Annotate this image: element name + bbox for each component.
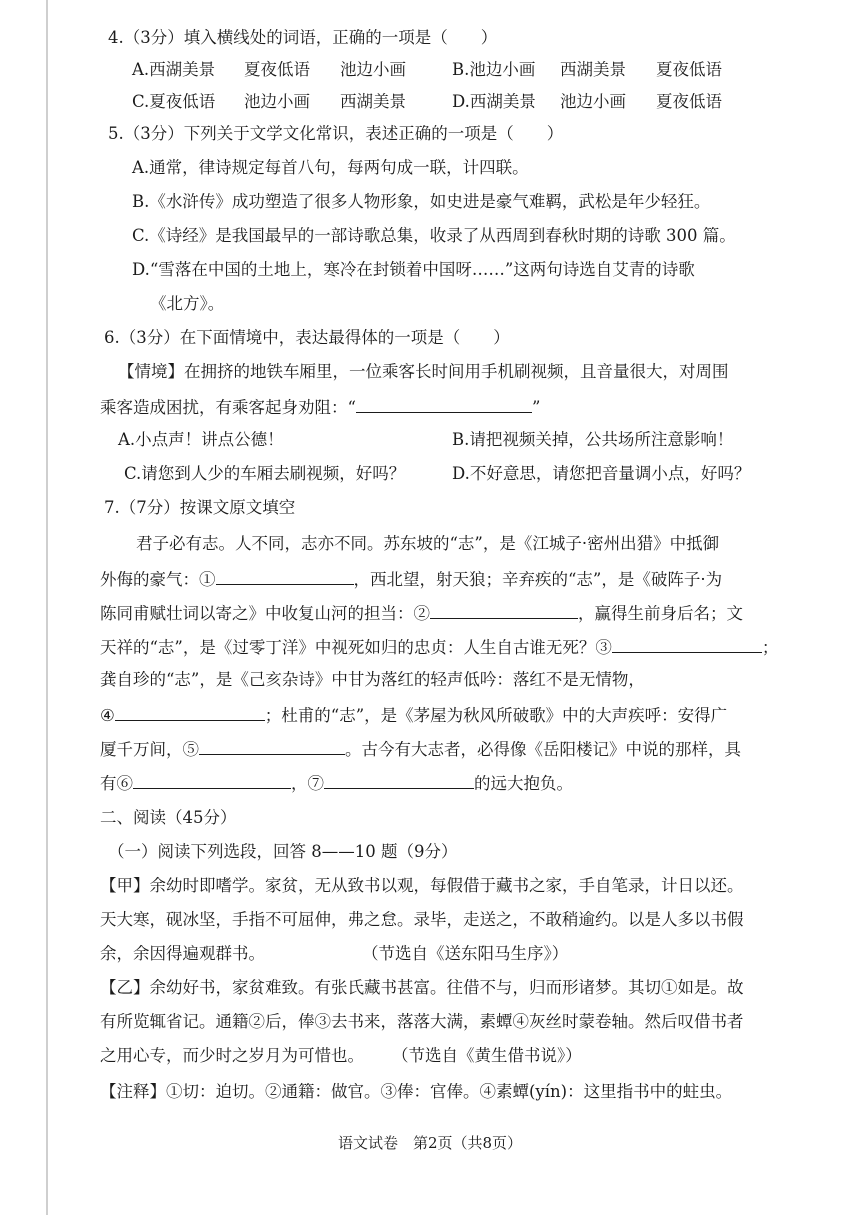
q4-option-b-1: B.池边小画 <box>452 60 536 79</box>
q4-option-a-2: 夏夜低语 <box>244 60 310 79</box>
q7-text-line6 <box>100 704 727 726</box>
q5-option-a: A.通常，律诗规定每首八句，每两句成一联，计四联。 <box>132 158 529 177</box>
q7-l6-before: ④ <box>100 706 115 725</box>
q7-l7-before: 厦千万间，⑤ <box>100 740 199 759</box>
q7-l8-after: 的远大抱负。 <box>474 774 573 793</box>
q4-option-a-3: 池边小画 <box>340 60 406 79</box>
passage-notes: 【注释】①切：迫切。②通籍：做官。③俸：官俸。④素蟫(yín)：这里指书中的蛀虫。 <box>100 1082 733 1101</box>
binding-margin-line <box>46 0 48 1215</box>
q4-option-d-3: 夏夜低语 <box>656 92 722 111</box>
q5-option-d-line1: D.“雪落在中国的土地上，寒冷在封锁着中国呀……”这两句诗选自艾青的诗歌 <box>132 260 695 279</box>
q6-stem: 6.（3分）在下面情境中，表达最得体的一项是（ ） <box>104 328 510 347</box>
q7-blank-7[interactable] <box>324 772 474 789</box>
passage-yi-line2: 有所览辄省记。通籍②后，俸③去书来，落落大满，素蟫④灰丝时蒙卷轴。然后叹借书者 <box>100 1012 744 1031</box>
q7-text-line3 <box>100 602 743 624</box>
q4-option-c-1: C.夏夜低语 <box>132 92 216 111</box>
q6-context-line1: 【情境】在拥挤的地铁车厢里，一位乘客长时间用手机刷视频，且音量很大，对周围 <box>118 362 729 381</box>
q7-blank-3[interactable] <box>612 636 762 653</box>
q4-option-b-3: 夏夜低语 <box>656 60 722 79</box>
q4-option-c-2: 池边小画 <box>244 92 310 111</box>
q7-stem: 7.（7分）按课文原文填空 <box>104 498 296 517</box>
q7-blank-5[interactable] <box>199 738 345 755</box>
q6-option-b: B.请把视频关掉，公共场所注意影响！ <box>452 430 734 449</box>
q4-option-c-3: 西湖美景 <box>340 92 406 111</box>
q7-text-line2 <box>100 568 722 590</box>
passage-jia-source: （节选自《送东阳马生序》） <box>362 944 569 963</box>
q7-text-line5: 龚自珍的“志”，是《己亥杂诗》中甘为落红的轻声低吟：落红不是无情物， <box>100 670 645 689</box>
q7-text-line8 <box>100 772 573 794</box>
passage-yi-line3: 之用心专，而少时之岁月为可惜也。 <box>100 1046 364 1065</box>
q7-l4-before: 天祥的“志”，是《过零丁洋》中视死如归的忠贞：人生自古谁无死？③ <box>100 638 612 657</box>
q6-answer-blank[interactable] <box>356 396 532 413</box>
q7-l2-after: ，西北望，射天狼；辛弃疾的“志”，是《破阵子·为 <box>353 570 723 589</box>
q6-option-d: D.不好意思，请您把音量调小点，好吗？ <box>452 464 751 483</box>
q4-option-b-2: 西湖美景 <box>560 60 626 79</box>
q4-option-d-2: 池边小画 <box>560 92 626 111</box>
q7-text-line1: 君子必有志。人不同，志亦不同。苏东坡的“志”，是《江城子·密州出猎》中抵御 <box>136 534 720 553</box>
q7-l3-before: 陈同甫赋壮词以寄之》中收复山河的担当：② <box>100 604 430 623</box>
passage-jia-line2: 天大寒，砚冰坚，手指不可屈伸，弗之怠。录毕，走送之，不敢稍逾约。以是人多以书假 <box>100 910 744 929</box>
section-2-heading: 二、阅读（45分） <box>100 808 237 827</box>
q7-l8-before: 有⑥ <box>100 774 133 793</box>
q7-l2-before: 外侮的豪气：① <box>100 570 216 589</box>
q4-stem: 4.（3分）填入横线处的词语，正确的一项是（ ） <box>108 28 498 47</box>
q7-l4-after: ； <box>761 638 779 657</box>
q7-l3-after: ，赢得生前身后名；文 <box>578 604 743 623</box>
q6-option-a: A.小点声！讲点公德！ <box>118 430 284 449</box>
passage-jia-line1: 【甲】余幼时即嗜学。家贫，无从致书以观，每假借于藏书之家，手自笔录，计日以还。 <box>100 876 744 895</box>
q7-blank-1[interactable] <box>216 568 354 585</box>
q7-blank-2[interactable] <box>430 602 578 619</box>
q7-text-line4 <box>100 636 778 658</box>
passage-yi-line1: 【乙】余幼好书，家贫难致。有张氏藏书甚富。往借不与，归而形诸梦。其切①如是。故 <box>100 978 744 997</box>
passage-yi-source: （节选自《黄生借书说》） <box>392 1046 582 1065</box>
q4-option-a-1: A.西湖美景 <box>132 60 216 79</box>
q7-l8-mid: ，⑦ <box>291 774 324 793</box>
q5-option-c: C.《诗经》是我国最早的一部诗歌总集，收录了从西周到春秋时期的诗歌 300 篇。 <box>132 226 736 245</box>
q7-text-line7 <box>100 738 741 760</box>
q6-option-c: C.请您到人少的车厢去刷视频，好吗？ <box>124 464 406 483</box>
q6-context-close-quote: ” <box>531 398 541 417</box>
page-footer: 语文试卷 第2页（共8页） <box>337 1134 523 1152</box>
q7-blank-4[interactable] <box>115 704 265 721</box>
section-2-subheading: （一）阅读下列选段，回答 8——10 题（9分） <box>108 842 458 861</box>
q5-stem: 5.（3分）下列关于文学文化常识，表述正确的一项是（ ） <box>108 124 564 143</box>
q6-context-text: 乘客造成困扰，有乘客起身劝阻：“ <box>100 398 356 417</box>
q5-option-d-line2: 《北方》。 <box>150 294 225 313</box>
q7-l6-after: ；杜甫的“志”，是《茅屋为秋风所破歌》中的大声疾呼：安得广 <box>264 706 728 725</box>
q5-option-b: B.《水浒传》成功塑造了很多人物形象，如史进是豪气难羁，武松是年少轻狂。 <box>132 192 711 211</box>
passage-jia-line3: 余，余因得遍观群书。 <box>100 944 265 963</box>
q7-l7-after: 。古今有大志者，必得像《岳阳楼记》中说的那样，具 <box>345 740 741 759</box>
q7-blank-6[interactable] <box>133 772 291 789</box>
q6-context-line2 <box>100 396 540 418</box>
q4-option-d-1: D.西湖美景 <box>452 92 536 111</box>
